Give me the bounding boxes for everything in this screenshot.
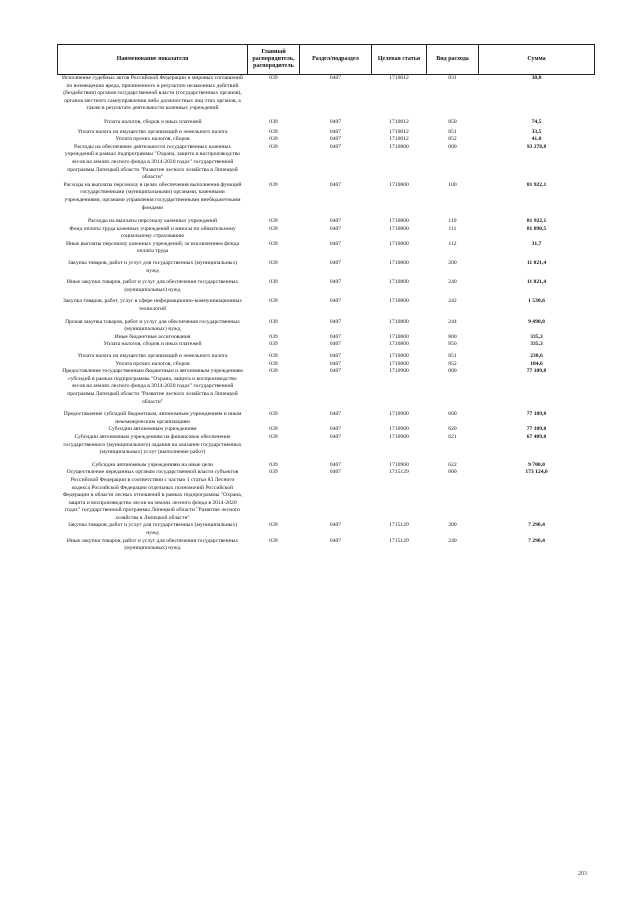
table-body xyxy=(58,75,595,553)
cell-sum: 81 922,1 xyxy=(526,181,547,188)
cell-sum: 77 109,8 xyxy=(526,411,547,418)
cell-sum: 41,0 xyxy=(531,136,542,143)
cell-name: Расходы на выплаты персоналу казенных учреждений xyxy=(87,218,218,225)
cell-section: 0407 xyxy=(329,218,342,225)
table-row xyxy=(58,144,595,182)
cell-expense: 242 xyxy=(448,298,457,305)
cell-glavny: 039 xyxy=(269,279,278,286)
cell-name: Субсидии автономным учреждениям на иные цели xyxy=(91,461,214,468)
cell-target: 1715129 xyxy=(389,522,409,529)
cell-section: 0407 xyxy=(329,240,342,247)
cell-section: 0407 xyxy=(329,136,342,143)
cell-sum: 67 409,8 xyxy=(526,433,547,440)
cell-target: 1710800 xyxy=(389,298,409,305)
cell-section: 0407 xyxy=(329,225,342,232)
cell-glavny: 039 xyxy=(269,181,278,188)
cell-expense: 622 xyxy=(448,461,457,468)
cell-sum: 93 278,8 xyxy=(526,143,547,150)
cell-glavny: 039 xyxy=(269,298,278,305)
cell-sum: 11 021,4 xyxy=(526,279,547,286)
table-row xyxy=(58,136,595,144)
cell-target: 1710900 xyxy=(389,461,409,468)
cell-name: Уплата налога на имущество организаций и земельного налога xyxy=(77,353,228,359)
cell-expense: 000 xyxy=(448,368,457,375)
cell-section: 0407 xyxy=(329,522,342,529)
table-row xyxy=(58,411,595,426)
cell-expense: 851 xyxy=(448,128,457,135)
cell-name: Уплата налога на имущество организаций и земельного налога xyxy=(77,128,228,135)
header-expense: Вид расхода xyxy=(427,45,479,75)
cell-target: 1715129 xyxy=(389,537,409,544)
header-section: Раздел/подраздел xyxy=(300,45,372,75)
cell-name: Расходы на выплаты персоналу в целях обеспечения выполнения функций государственными (муниципальными) органами, казенными учреждениями, органами управления государственными внебюджетными фондами xyxy=(63,181,242,211)
cell-name: Предоставление субсидий бюджетным, автономным учреждениям и иным некоммерческим организациям xyxy=(63,411,242,425)
cell-expense: 831 xyxy=(448,75,457,81)
cell-expense: 852 xyxy=(448,360,457,367)
cell-section: 0407 xyxy=(329,341,342,348)
header-target: Целевая статья xyxy=(372,45,427,75)
cell-sum: 104,6 xyxy=(530,360,543,367)
table-row xyxy=(58,353,595,361)
cell-section: 0407 xyxy=(329,537,342,544)
cell-expense: 110 xyxy=(448,218,457,225)
cell-expense: 000 xyxy=(448,469,457,476)
cell-section: 0407 xyxy=(329,368,342,375)
cell-target: 1710800 xyxy=(389,279,409,286)
cell-name: Субсидии автономным учреждениям xyxy=(108,426,197,433)
table-row xyxy=(58,260,595,279)
cell-name: Субсидии автономным учреждениям на финансовое обеспечение государственного (муниципального) задания на оказание государственных (муниципальных) услуг (выполнение работ) xyxy=(63,433,242,456)
table-row xyxy=(58,226,595,241)
cell-section: 0407 xyxy=(329,461,342,468)
cell-expense: 800 xyxy=(448,333,457,340)
cell-sum: 230,6 xyxy=(530,353,543,359)
cell-name: Закупка товаров, работ, услуг в сфере информационно-коммуникационных технологий xyxy=(62,298,243,313)
cell-target: 1710012 xyxy=(389,136,409,143)
cell-expense: 240 xyxy=(448,537,457,544)
cell-expense: 850 xyxy=(448,341,457,348)
cell-glavny: 039 xyxy=(269,353,278,359)
cell-glavny: 039 xyxy=(269,218,278,225)
cell-sum: 77 109,8 xyxy=(526,368,547,375)
cell-section: 0407 xyxy=(329,318,342,325)
cell-target: 1710800 xyxy=(389,225,409,232)
cell-expense: 600 xyxy=(448,411,457,418)
cell-sum: 7 290,4 xyxy=(528,537,545,544)
cell-sum: 30,0 xyxy=(531,75,542,81)
cell-expense: 112 xyxy=(448,240,457,247)
cell-sum: 31,7 xyxy=(531,240,542,247)
cell-name: Фонд оплаты труда казенных учреждений и взносы по обязательному социальному страхованию xyxy=(69,225,236,240)
cell-name: Уплата прочих налогов, сборов xyxy=(115,136,190,143)
table-row xyxy=(58,241,595,260)
cell-section: 0407 xyxy=(329,143,342,150)
table-row xyxy=(58,298,595,318)
table-row xyxy=(58,279,595,298)
cell-glavny: 039 xyxy=(269,426,278,433)
page-number: 203 xyxy=(578,871,587,877)
cell-section: 0407 xyxy=(329,353,342,359)
cell-name: Уплата прочих налогов, сборов xyxy=(115,360,190,367)
cell-target: 1710012 xyxy=(389,128,409,135)
cell-glavny: 039 xyxy=(269,433,278,440)
cell-expense: 621 xyxy=(448,433,457,440)
cell-sum: 77 109,8 xyxy=(526,426,547,433)
cell-glavny: 039 xyxy=(269,461,278,468)
cell-name: Закупка товаров, работ и услуг для государственных (муниципальных) нужд xyxy=(67,522,238,537)
header-glavny: Главный распорядитель, распорядитель xyxy=(248,45,300,75)
cell-name: Закупка товаров, работ и услуг для государственных (муниципальных) нужд xyxy=(67,260,238,274)
cell-name: Прочая закупка товаров, работ и услуг для обеспечения государственных (муниципальных) нужд xyxy=(65,318,240,333)
cell-glavny: 039 xyxy=(269,333,278,340)
table-row xyxy=(58,368,595,411)
cell-expense: 200 xyxy=(448,522,457,529)
cell-name: Иные выплаты персоналу казенных учреждений, за исключением фонда оплаты труда xyxy=(66,240,239,255)
cell-target: 1710900 xyxy=(389,411,409,418)
table-row xyxy=(58,319,595,334)
cell-section: 0407 xyxy=(329,411,342,418)
table-row xyxy=(58,538,595,553)
cell-sum: 335,3 xyxy=(530,341,543,348)
cell-sum: 9 700,0 xyxy=(528,461,545,468)
table-row xyxy=(58,434,595,462)
cell-target: 1710800 xyxy=(389,143,409,150)
cell-target: 1710900 xyxy=(389,433,409,440)
cell-glavny: 039 xyxy=(269,136,278,143)
cell-target: 1710800 xyxy=(389,360,409,367)
table-header-row xyxy=(58,45,595,75)
cell-target: 1710800 xyxy=(389,218,409,225)
table-row xyxy=(58,75,595,119)
header-sum: Сумма xyxy=(479,45,595,75)
cell-glavny: 039 xyxy=(269,360,278,367)
cell-expense: 240 xyxy=(448,279,457,286)
cell-target: 1710800 xyxy=(389,318,409,325)
cell-name: Иные закупки товаров, работ и услуг для обеспечения государственных (муниципальных) нужд xyxy=(66,279,239,293)
cell-sum: 173 124,0 xyxy=(525,469,548,476)
cell-target: 1710800 xyxy=(389,260,409,267)
cell-section: 0407 xyxy=(329,426,342,433)
cell-sum: 335,3 xyxy=(530,333,543,340)
cell-expense: 620 xyxy=(448,426,457,433)
table-row xyxy=(58,469,595,522)
cell-glavny: 039 xyxy=(269,469,278,476)
cell-sum: 33,5 xyxy=(531,128,542,135)
cell-expense: 244 xyxy=(448,318,457,325)
cell-target: 1710900 xyxy=(389,426,409,433)
cell-section: 0407 xyxy=(329,128,342,135)
budget-table xyxy=(57,44,595,553)
cell-glavny: 039 xyxy=(269,260,278,267)
cell-expense: 000 xyxy=(448,143,457,150)
cell-sum: 81 922,1 xyxy=(526,218,547,225)
cell-glavny: 039 xyxy=(269,143,278,150)
cell-glavny: 039 xyxy=(269,128,278,135)
cell-target: 1710012 xyxy=(389,118,409,125)
cell-target: 1710900 xyxy=(389,368,409,375)
cell-expense: 111 xyxy=(448,225,457,232)
cell-section: 0407 xyxy=(329,469,342,476)
cell-section: 0407 xyxy=(329,260,342,267)
cell-glavny: 039 xyxy=(269,75,278,81)
cell-glavny: 039 xyxy=(269,118,278,125)
cell-target: 1710012 xyxy=(389,75,409,81)
cell-name: Иные бюджетные ассигнования xyxy=(114,333,191,340)
cell-glavny: 039 xyxy=(269,537,278,544)
cell-glavny: 039 xyxy=(269,341,278,348)
cell-sum: 74,5 xyxy=(531,118,542,125)
cell-expense: 100 xyxy=(448,181,457,188)
table-row xyxy=(58,218,595,226)
table-row xyxy=(58,341,595,353)
cell-name: Исполнение судебных актов Российской Федерации и мировых соглашений по возмещению вреда, причиненного в результате незаконных действий (бездействия) органов государственной власти (государственных органов), органов местного самоуправления либо должностных лиц этих органов, а также в результате деятельности казенных учреждений xyxy=(62,75,243,112)
cell-section: 0407 xyxy=(329,360,342,367)
cell-target: 1710800 xyxy=(389,333,409,340)
cell-sum: 9 490,8 xyxy=(528,318,545,325)
header-name: Наименование показателя xyxy=(58,45,248,75)
cell-target: 1710800 xyxy=(389,341,409,348)
cell-expense: 850 xyxy=(448,118,457,125)
cell-sum: 7 290,4 xyxy=(528,522,545,529)
cell-name: Иные закупки товаров, работ и услуг для обеспечения государственных (муниципальных) нужд xyxy=(66,537,239,552)
table-row xyxy=(58,119,595,129)
cell-expense: 200 xyxy=(448,260,457,267)
cell-target: 1710800 xyxy=(389,181,409,188)
cell-section: 0407 xyxy=(329,118,342,125)
cell-target: 1710800 xyxy=(389,353,409,359)
table-row xyxy=(58,522,595,537)
cell-name: Уплата налогов, сборов и иных платежей xyxy=(103,341,202,348)
cell-expense: 852 xyxy=(448,136,457,143)
cell-glavny: 039 xyxy=(269,318,278,325)
cell-sum: 11 021,4 xyxy=(526,260,547,267)
cell-glavny: 039 xyxy=(269,411,278,418)
cell-section: 0407 xyxy=(329,298,342,305)
cell-section: 0407 xyxy=(329,279,342,286)
table-row xyxy=(58,182,595,218)
cell-section: 0407 xyxy=(329,181,342,188)
cell-name: Осуществление переданных органам государственной власти субъектов Российской Федерации в соответствии с частью 1 статьи 83 Лесного кодекса Российской Федерации отдельных полномочий Российской Федерации в области лесных отношений в рамках подпрограммы "Охрана, защита и воспроизводство лесов на землях лесного фонда в 2014-2020 годах" государственной программы Липецкой области "Развитие лесного хозяйства в Липецкой области" xyxy=(62,469,243,521)
cell-glavny: 039 xyxy=(269,225,278,232)
cell-sum: 1 530,6 xyxy=(528,298,545,305)
cell-name: Предоставление государственным бюджетным и автономным учреждениям субсидий в рамках подпрограммы "Охрана, защита и воспроизводство лесов на землях лесного фонда в 2014-2020 годах" государственной программы Липецкой области "Развитие лесного хозяйства в Липецкой области" xyxy=(62,368,243,405)
cell-glavny: 039 xyxy=(269,240,278,247)
cell-target: 1710800 xyxy=(389,240,409,247)
cell-section: 0407 xyxy=(329,333,342,340)
cell-expense: 851 xyxy=(448,353,457,359)
cell-glavny: 039 xyxy=(269,522,278,529)
cell-target: 1715129 xyxy=(389,469,409,476)
cell-glavny: 039 xyxy=(269,368,278,375)
cell-sum: 81 890,5 xyxy=(526,225,547,232)
cell-section: 0407 xyxy=(329,433,342,440)
cell-name: Уплата налогов, сборов и иных платежей xyxy=(103,118,202,125)
cell-name: Расходы на обеспечение деятельности государственных казенных учреждений в рамках подпрограммы "Охрана, защита и воспроизводство лесов на землях лесного фонда в 2014-2020 годах" государственной программы Липецкой области "Развитие лесного хозяйства в Липецкой области" xyxy=(64,143,241,181)
table-row xyxy=(58,426,595,434)
cell-section: 0407 xyxy=(329,75,342,81)
